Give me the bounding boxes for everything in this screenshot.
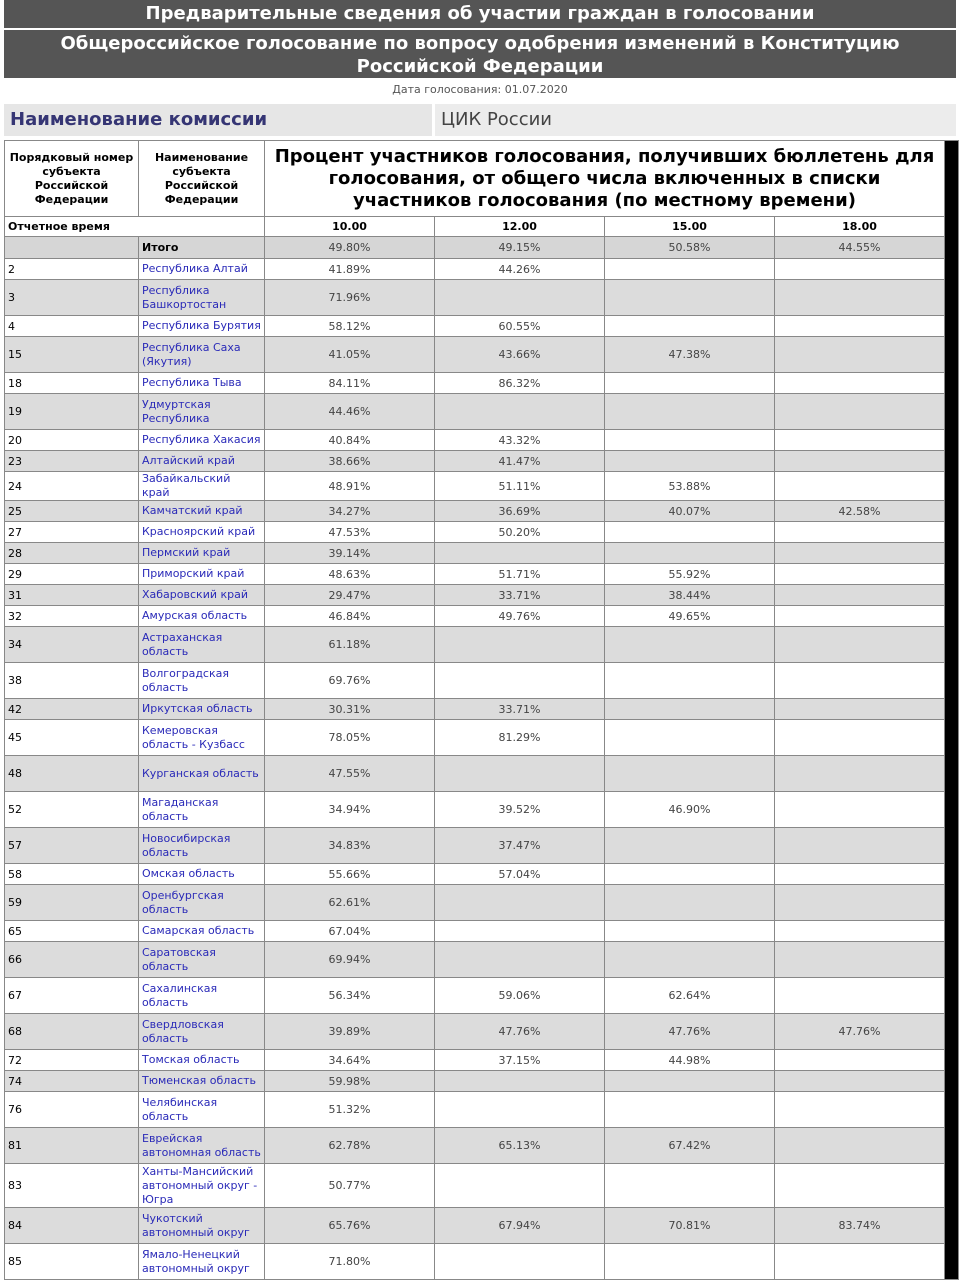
turnout-value: 44.98% [605, 1050, 775, 1071]
table-row [5, 978, 959, 1014]
table-row [5, 259, 959, 280]
turnout-value: 47.55% [265, 756, 435, 792]
table-row [5, 451, 959, 472]
subject-index: 31 [5, 585, 139, 606]
subject-link[interactable]: Чукотский автономный округ [139, 1208, 265, 1244]
turnout-value [775, 606, 945, 627]
turnout-value: 50.77% [265, 1164, 435, 1208]
turnout-value [775, 1164, 945, 1208]
turnout-value: 70.81% [605, 1208, 775, 1244]
turnout-value [435, 1164, 605, 1208]
subject-index: 84 [5, 1208, 139, 1244]
turnout-value: 44.26% [435, 259, 605, 280]
turnout-value [605, 430, 775, 451]
turnout-value: 65.13% [435, 1128, 605, 1164]
turnout-value: 44.46% [265, 394, 435, 430]
turnout-value: 34.64% [265, 1050, 435, 1071]
table-row [5, 885, 959, 921]
turnout-value [775, 921, 945, 942]
turnout-value: 43.66% [435, 337, 605, 373]
table-row [5, 373, 959, 394]
turnout-value [435, 942, 605, 978]
total-value: 49.15% [435, 237, 605, 259]
table-row [5, 921, 959, 942]
subject-index: 66 [5, 942, 139, 978]
turnout-value [775, 472, 945, 501]
subject-index: 68 [5, 1014, 139, 1050]
turnout-value [605, 864, 775, 885]
subject-link[interactable]: Томская область [139, 1050, 265, 1071]
turnout-value [605, 451, 775, 472]
turnout-value [775, 864, 945, 885]
subject-link[interactable]: Кемеровская область - Кузбасс [139, 720, 265, 756]
voting-date: Дата голосования: 01.07.2020 [392, 83, 568, 96]
turnout-value [435, 1092, 605, 1128]
subject-index: 48 [5, 756, 139, 792]
turnout-value: 41.89% [265, 259, 435, 280]
table-row [5, 627, 959, 663]
turnout-value [605, 627, 775, 663]
turnout-value [775, 627, 945, 663]
table-row [5, 756, 959, 792]
turnout-value [605, 885, 775, 921]
turnout-value [435, 921, 605, 942]
turnout-value: 40.84% [265, 430, 435, 451]
report-time-label: Отчетное время [5, 217, 265, 237]
turnout-value [775, 720, 945, 756]
turnout-value [605, 1244, 775, 1280]
turnout-value: 34.83% [265, 828, 435, 864]
subject-link[interactable]: Приморский край [139, 564, 265, 585]
subject-link[interactable]: Амурская область [139, 606, 265, 627]
subject-index: 38 [5, 663, 139, 699]
subject-index: 65 [5, 921, 139, 942]
subject-link[interactable]: Свердловская область [139, 1014, 265, 1050]
turnout-value: 51.71% [435, 564, 605, 585]
turnout-value: 83.74% [775, 1208, 945, 1244]
subject-link[interactable]: Сахалинская область [139, 978, 265, 1014]
turnout-value: 49.65% [605, 606, 775, 627]
subject-link[interactable]: Самарская область [139, 921, 265, 942]
turnout-value: 53.88% [605, 472, 775, 501]
commission-label: Наименование комиссии [4, 104, 432, 136]
turnout-value: 50.20% [435, 522, 605, 543]
subject-index: 72 [5, 1050, 139, 1071]
table-row [5, 430, 959, 451]
subject-index: 57 [5, 828, 139, 864]
turnout-value: 69.94% [265, 942, 435, 978]
turnout-value [775, 316, 945, 337]
table-row [5, 522, 959, 543]
subject-link[interactable]: Хабаровский край [139, 585, 265, 606]
table-row [5, 337, 959, 373]
table-row [5, 1071, 959, 1092]
col-header-index: Порядковый номер субъекта Российской Федерации [5, 141, 139, 217]
turnout-value [775, 1092, 945, 1128]
subject-link[interactable]: Новосибирская область [139, 828, 265, 864]
turnout-value [435, 885, 605, 921]
turnout-value [435, 1071, 605, 1092]
turnout-value: 71.80% [265, 1244, 435, 1280]
subject-index: 81 [5, 1128, 139, 1164]
turnout-value [775, 280, 945, 316]
subject-index: 23 [5, 451, 139, 472]
turnout-value [605, 522, 775, 543]
turnout-value [605, 394, 775, 430]
turnout-value: 30.31% [265, 699, 435, 720]
table-row [5, 472, 959, 501]
turnout-value: 34.27% [265, 501, 435, 522]
turnout-value: 55.92% [605, 564, 775, 585]
turnout-value: 67.94% [435, 1208, 605, 1244]
turnout-value: 42.58% [775, 501, 945, 522]
turnout-value: 39.14% [265, 543, 435, 564]
turnout-value: 78.05% [265, 720, 435, 756]
total-label: Итого [139, 237, 265, 259]
turnout-value: 46.84% [265, 606, 435, 627]
table-row [5, 792, 959, 828]
turnout-value: 60.55% [435, 316, 605, 337]
subject-link[interactable]: Республика Бурятия [139, 316, 265, 337]
scrollbar[interactable] [945, 141, 959, 1280]
turnout-value: 51.32% [265, 1092, 435, 1128]
turnout-value: 41.05% [265, 337, 435, 373]
turnout-value: 48.91% [265, 472, 435, 501]
table-row [5, 663, 959, 699]
subject-index: 3 [5, 280, 139, 316]
turnout-value: 49.76% [435, 606, 605, 627]
table-row [5, 280, 959, 316]
commission-value[interactable]: ЦИК России [435, 104, 956, 136]
turnout-value: 33.71% [435, 699, 605, 720]
turnout-value: 43.32% [435, 430, 605, 451]
subject-index: 29 [5, 564, 139, 585]
table-row [5, 543, 959, 564]
table-row [5, 1050, 959, 1071]
turnout-value [775, 978, 945, 1014]
turnout-value: 56.34% [265, 978, 435, 1014]
subject-link[interactable]: Омская область [139, 864, 265, 885]
turnout-value: 33.71% [435, 585, 605, 606]
subject-link[interactable]: Саратовская область [139, 942, 265, 978]
subject-link[interactable]: Республика Тыва [139, 373, 265, 394]
turnout-value [775, 1071, 945, 1092]
turnout-value [605, 259, 775, 280]
turnout-value: 48.63% [265, 564, 435, 585]
turnout-value [775, 1128, 945, 1164]
table-row [5, 828, 959, 864]
turnout-value [775, 585, 945, 606]
subject-link[interactable]: Республика Башкортостан [139, 280, 265, 316]
subject-link[interactable]: Оренбургская область [139, 885, 265, 921]
table-row [5, 501, 959, 522]
turnout-value [605, 543, 775, 564]
turnout-value [605, 373, 775, 394]
subject-index: 45 [5, 720, 139, 756]
subject-link[interactable]: Астраханская область [139, 627, 265, 663]
turnout-value [435, 280, 605, 316]
subject-index: 24 [5, 472, 139, 501]
turnout-value [775, 1050, 945, 1071]
turnout-value: 47.38% [605, 337, 775, 373]
time-header: 15.00 [605, 217, 775, 237]
turnout-value [435, 543, 605, 564]
turnout-value: 47.53% [265, 522, 435, 543]
turnout-value [605, 720, 775, 756]
subject-index: 28 [5, 543, 139, 564]
page-title: Предварительные сведения об участии граждан в голосовании [4, 0, 956, 30]
turnout-value [435, 394, 605, 430]
subject-index: 83 [5, 1164, 139, 1208]
time-header: 18.00 [775, 217, 945, 237]
turnout-value [775, 942, 945, 978]
col-header-name: Наименование субъекта Российской Федерации [139, 141, 265, 217]
turnout-value [435, 1244, 605, 1280]
subject-link[interactable]: Тюменская область [139, 1071, 265, 1092]
turnout-value: 47.76% [435, 1014, 605, 1050]
subject-index: 74 [5, 1071, 139, 1092]
turnout-value: 34.94% [265, 792, 435, 828]
turnout-value: 62.61% [265, 885, 435, 921]
turnout-value [775, 756, 945, 792]
turnout-value: 59.06% [435, 978, 605, 1014]
turnout-value [775, 430, 945, 451]
table-row [5, 1092, 959, 1128]
turnout-value: 67.04% [265, 921, 435, 942]
turnout-value [775, 394, 945, 430]
subject-index: 4 [5, 316, 139, 337]
subject-link[interactable]: Алтайский край [139, 451, 265, 472]
turnout-value: 36.69% [435, 501, 605, 522]
table-row [5, 394, 959, 430]
turnout-value [605, 316, 775, 337]
turnout-value [775, 373, 945, 394]
subject-link[interactable]: Камчатский край [139, 501, 265, 522]
col-header-percent: Процент участников голосования, получивших бюллетень для голосования, от общего числа включенных в списки участников голосования (по местному времени) [265, 141, 945, 217]
turnout-value: 39.89% [265, 1014, 435, 1050]
subject-link[interactable]: Иркутская область [139, 699, 265, 720]
table-row [5, 864, 959, 885]
turnout-value: 51.11% [435, 472, 605, 501]
subject-link[interactable]: Ханты-Мансийский автономный округ - Югра [139, 1164, 265, 1208]
table-row [5, 1014, 959, 1050]
turnout-value: 38.44% [605, 585, 775, 606]
subject-link[interactable]: Республика Хакасия [139, 430, 265, 451]
subject-index: 20 [5, 430, 139, 451]
turnout-value: 86.32% [435, 373, 605, 394]
table-row [5, 316, 959, 337]
subject-link[interactable]: Челябинская область [139, 1092, 265, 1128]
subject-link[interactable]: Еврейская автономная область [139, 1128, 265, 1164]
turnout-value: 41.47% [435, 451, 605, 472]
table-row [5, 942, 959, 978]
turnout-value [605, 1071, 775, 1092]
turnout-value [605, 921, 775, 942]
turnout-value [775, 259, 945, 280]
subject-index: 76 [5, 1092, 139, 1128]
turnout-value: 62.64% [605, 978, 775, 1014]
subject-index: 32 [5, 606, 139, 627]
subject-index: 25 [5, 501, 139, 522]
turnout-value [775, 543, 945, 564]
total-row [5, 237, 959, 259]
turnout-value [605, 1164, 775, 1208]
turnout-value: 47.76% [605, 1014, 775, 1050]
turnout-value [605, 756, 775, 792]
turnout-value [775, 885, 945, 921]
turnout-value [435, 756, 605, 792]
turnout-value [775, 451, 945, 472]
table-row [5, 564, 959, 585]
table-row [5, 720, 959, 756]
turnout-value [605, 828, 775, 864]
total-value: 44.55% [775, 237, 945, 259]
subject-link[interactable]: Пермский край [139, 543, 265, 564]
subject-index: 18 [5, 373, 139, 394]
subject-link[interactable]: Удмуртская Республика [139, 394, 265, 430]
turnout-value: 81.29% [435, 720, 605, 756]
turnout-value: 55.66% [265, 864, 435, 885]
subject-link[interactable]: Республика Саха (Якутия) [139, 337, 265, 373]
time-header: 12.00 [435, 217, 605, 237]
subject-link[interactable]: Красноярский край [139, 522, 265, 543]
subject-link[interactable]: Ямало-Ненецкий автономный округ [139, 1244, 265, 1280]
subject-index: 52 [5, 792, 139, 828]
turnout-value: 69.76% [265, 663, 435, 699]
subject-index: 67 [5, 978, 139, 1014]
turnout-value: 39.52% [435, 792, 605, 828]
subject-link[interactable]: Волгоградская область [139, 663, 265, 699]
table-row [5, 1244, 959, 1280]
turnout-value [775, 663, 945, 699]
turnout-value [435, 663, 605, 699]
turnout-value: 67.42% [605, 1128, 775, 1164]
turnout-value: 40.07% [605, 501, 775, 522]
turnout-value: 38.66% [265, 451, 435, 472]
subject-index: 42 [5, 699, 139, 720]
page-subtitle: Общероссийское голосование по вопросу одобрения изменений в Конституцию Российской Федерации [4, 30, 956, 78]
turnout-value: 46.90% [605, 792, 775, 828]
turnout-value [605, 699, 775, 720]
turnout-value: 65.76% [265, 1208, 435, 1244]
turnout-value [775, 564, 945, 585]
subject-link[interactable]: Республика Алтай [139, 259, 265, 280]
commission-row [4, 104, 956, 136]
total-value: 50.58% [605, 237, 775, 259]
turnout-table [4, 140, 959, 1280]
table-row [5, 1208, 959, 1244]
turnout-value [435, 627, 605, 663]
turnout-value: 61.18% [265, 627, 435, 663]
turnout-value: 37.15% [435, 1050, 605, 1071]
table-row [5, 1128, 959, 1164]
turnout-value: 58.12% [265, 316, 435, 337]
turnout-value [605, 663, 775, 699]
turnout-value: 37.47% [435, 828, 605, 864]
subject-index: 19 [5, 394, 139, 430]
turnout-value [605, 1092, 775, 1128]
subject-index: 2 [5, 259, 139, 280]
turnout-value: 59.98% [265, 1071, 435, 1092]
turnout-value [605, 942, 775, 978]
subject-index: 58 [5, 864, 139, 885]
turnout-value [775, 522, 945, 543]
subject-link[interactable]: Магаданская область [139, 792, 265, 828]
subject-link[interactable]: Курганская область [139, 756, 265, 792]
turnout-value [775, 337, 945, 373]
turnout-value: 71.96% [265, 280, 435, 316]
subject-index: 34 [5, 627, 139, 663]
turnout-value [605, 280, 775, 316]
table-row [5, 699, 959, 720]
subject-index: 85 [5, 1244, 139, 1280]
turnout-value: 29.47% [265, 585, 435, 606]
table-row [5, 606, 959, 627]
turnout-value [775, 699, 945, 720]
turnout-value: 62.78% [265, 1128, 435, 1164]
total-value: 49.80% [265, 237, 435, 259]
turnout-value [775, 828, 945, 864]
turnout-value: 47.76% [775, 1014, 945, 1050]
turnout-value [775, 792, 945, 828]
subject-link[interactable]: Забайкальский край [139, 472, 265, 501]
subject-index: 59 [5, 885, 139, 921]
subject-index: 27 [5, 522, 139, 543]
subject-index: 15 [5, 337, 139, 373]
turnout-value: 57.04% [435, 864, 605, 885]
table-row [5, 1164, 959, 1208]
turnout-value: 84.11% [265, 373, 435, 394]
time-header: 10.00 [265, 217, 435, 237]
turnout-value [775, 1244, 945, 1280]
table-row [5, 585, 959, 606]
